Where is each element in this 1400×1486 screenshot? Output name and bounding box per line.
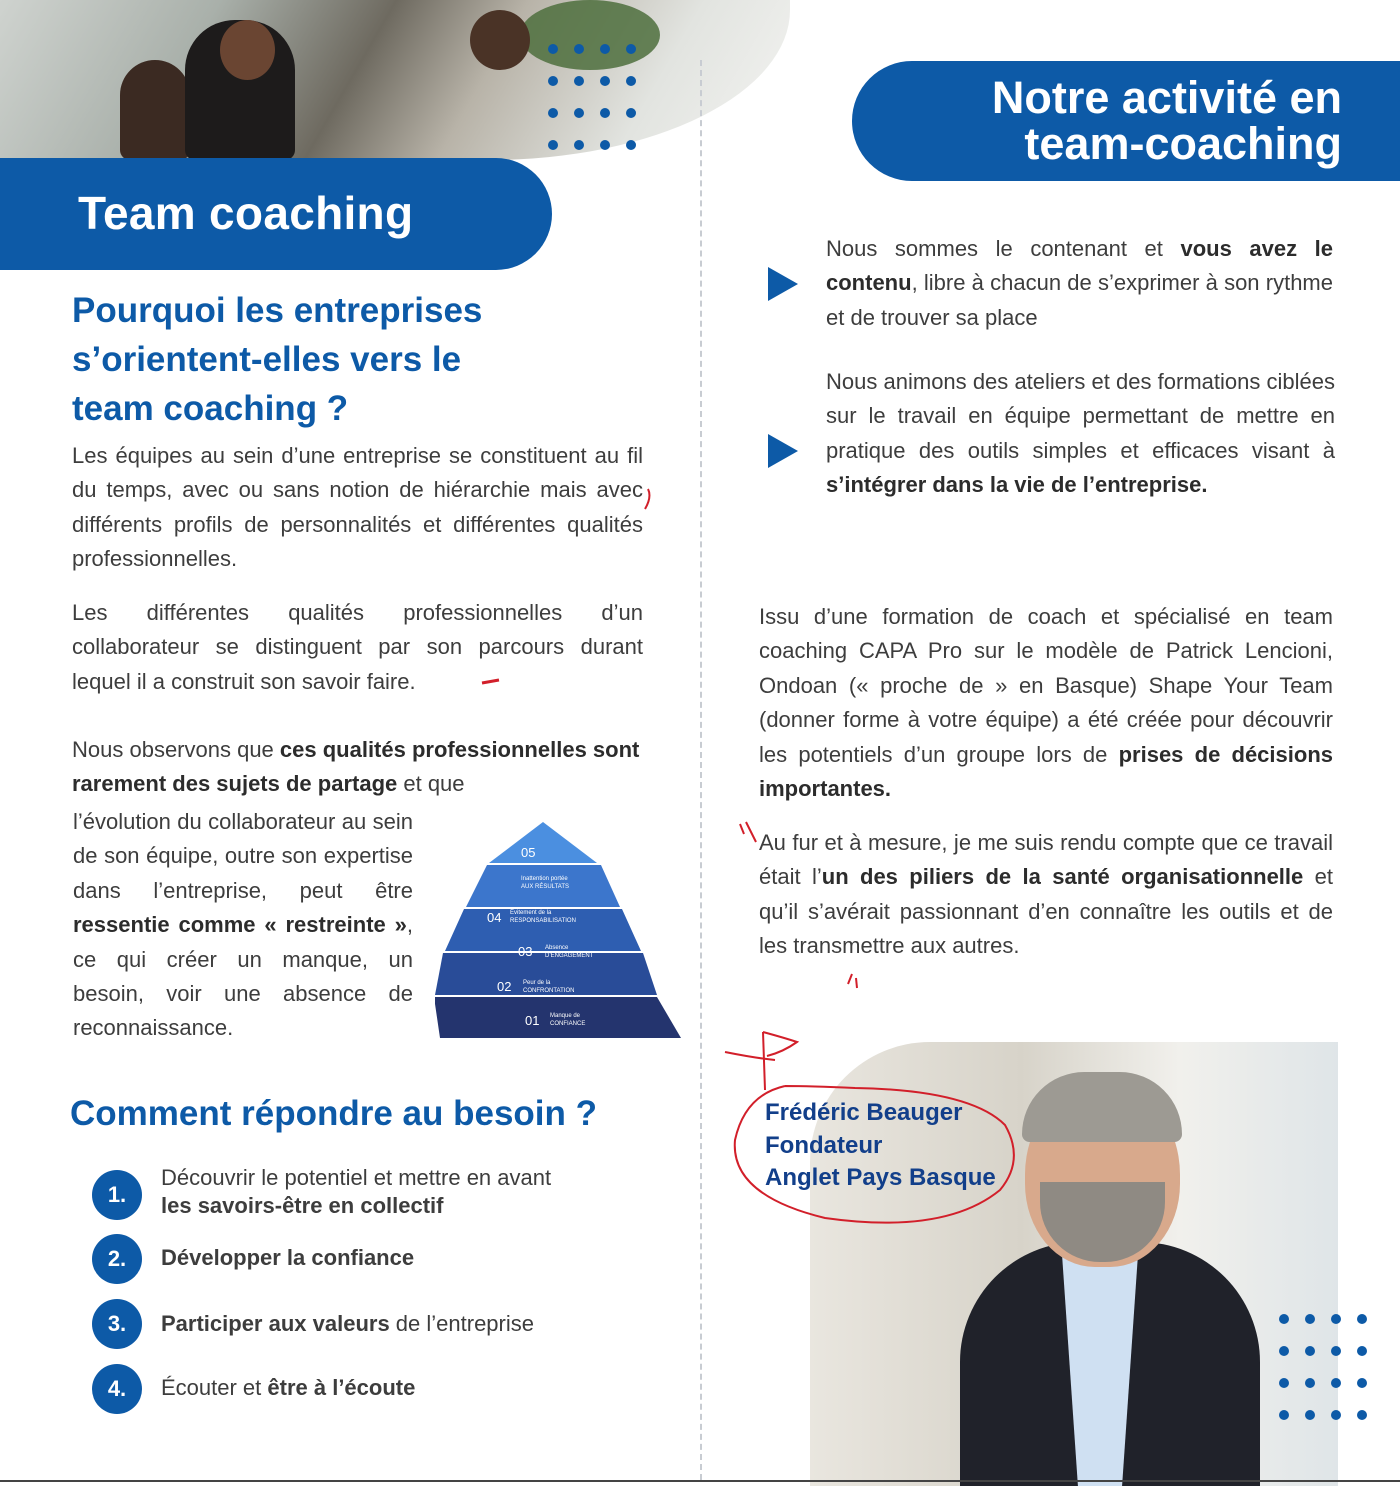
pyramid-level-num: 02 — [497, 979, 512, 994]
page-bottom-border — [0, 1480, 1400, 1482]
list-text: de l’entreprise — [389, 1311, 534, 1336]
person-head — [220, 20, 275, 80]
banner-line: Notre activité en — [991, 72, 1342, 123]
pyramid-level-label: D’ENGAGEMENT — [545, 953, 594, 959]
triangle-bullet-icon — [768, 267, 798, 301]
pyramid-diagram — [435, 822, 685, 1040]
pyramid-level-num: 01 — [525, 1013, 540, 1028]
team-coaching-banner — [0, 158, 552, 270]
number-badge: 3. — [92, 1299, 142, 1349]
pyramid-level-label: Manque de — [550, 1013, 581, 1019]
paragraph: Les différentes qualités professionnelles d’un collaborateur se distinguent par son parcours durant lequel il a construit son savoir faire. — [72, 600, 643, 694]
question-line: team coaching ? — [72, 389, 349, 428]
list-text: Découvrir le potentiel et mettre en avant — [161, 1165, 552, 1190]
annotation-comma-mark — [843, 970, 865, 990]
paragraph: Nous observons que ces qualités professionnelles sont rarement des sujets de partage et que — [72, 737, 640, 797]
paragraph: Au fur et à mesure, je me suis rendu compte que ce travail était l’un des piliers de la santé organisationnelle et qu’il s’avérait passionnant d’en connaître les outils et de les transmettre aux autres. — [759, 830, 1333, 959]
bullet-paragraph: Nous animons des ateliers et des formations ciblées sur le travail en équipe permettant de mettre en pratique des outils simples et efficaces visant à s’intégrer dans la vie de l’entreprise. — [826, 369, 1335, 498]
question-line: s’orientent-elles vers le — [72, 340, 462, 379]
question-line: Pourquoi les entreprises — [72, 291, 483, 330]
person-silhouette — [120, 60, 190, 160]
paragraph: Les équipes au sein d’une entreprise se constituent au fil du temps, avec ou sans notion de hiérarchie mais avec différents profils de personnalités et différentes qualités professionnelles. — [72, 443, 643, 572]
section-question — [72, 286, 482, 433]
banner-title — [991, 72, 1342, 169]
founder-name: Frédéric Beauger — [765, 1099, 963, 1126]
banner-title: Team coaching — [78, 187, 414, 239]
dot-pattern — [1279, 1314, 1367, 1420]
paragraph: Issu d’une formation de coach et spécialisé en team coaching CAPA Pro sur le modèle de Patrick Lencioni, Ondoan (« proche de » en Basque) Shape Your Team (donner forme à votre équipe) a été créée pour découvrir les potentiels d’un groupe lors de prises de décisions importantes. — [759, 604, 1333, 802]
dot-pattern — [548, 44, 636, 150]
pyramid-level-label: Absence — [545, 945, 569, 951]
section-how-title: Comment répondre au besoin ? — [70, 1094, 597, 1133]
banner-line: team-coaching — [1024, 118, 1342, 169]
list-item — [92, 1234, 414, 1284]
bullet-paragraph: Nous sommes le contenant et vous avez le contenu, libre à chacun de s’exprimer à son rythme et de trouver sa place — [826, 236, 1333, 330]
list-item — [92, 1165, 552, 1220]
pyramid-level-label: AUX RÉSULTATS — [521, 884, 570, 890]
number-badge: 2. — [92, 1234, 142, 1284]
paragraph: l’évolution du collaborateur au sein de son équipe, outre son expertise dans l’entreprise, peut être ressentie comme « restreinte », ce qui créer un manque, un besoin, voir une absence de reconnaissance. — [73, 809, 413, 1041]
pyramid-level-label: RESPONSABILISATION — [510, 918, 576, 924]
list-text-bold: Développer la confiance — [161, 1245, 415, 1270]
list-text-bold: Participer aux valeurs — [161, 1311, 390, 1336]
hair-shape — [1022, 1072, 1182, 1142]
pyramid-level-num: 04 — [487, 910, 502, 925]
list-text: Écouter et — [161, 1375, 268, 1400]
column-divider — [700, 60, 702, 1480]
annotation-quote-mark — [736, 820, 760, 846]
pyramid-level-label: Inattention portée — [521, 876, 568, 882]
list-item — [92, 1364, 415, 1414]
pyramid-level-num: 03 — [518, 944, 533, 959]
annotation-dash-mark — [480, 676, 502, 688]
pyramid-level-label: CONFIANCE — [550, 1021, 586, 1027]
number-badge: 1. — [92, 1170, 142, 1220]
founder-role: Fondateur — [765, 1131, 883, 1159]
pyramid-level-label: Peur de la — [523, 980, 551, 986]
pyramid-level-num: 05 — [521, 845, 536, 860]
annotation-comma-mark — [640, 485, 660, 515]
team-photo — [0, 0, 790, 160]
founder-location: Anglet Pays Basque — [765, 1164, 996, 1191]
list-item — [92, 1299, 534, 1349]
person-head — [470, 10, 530, 70]
number-badge: 4. — [92, 1364, 142, 1414]
list-text-bold: les savoirs-être en collectif — [161, 1193, 444, 1218]
activity-banner — [852, 61, 1400, 181]
triangle-bullet-icon — [768, 434, 798, 468]
founder-name-block — [765, 1097, 996, 1195]
pyramid-level-label: Évitement de la — [510, 910, 552, 916]
list-text-bold: être à l’écoute — [267, 1375, 416, 1400]
pyramid-level-label: CONFRONTATION — [523, 988, 575, 994]
